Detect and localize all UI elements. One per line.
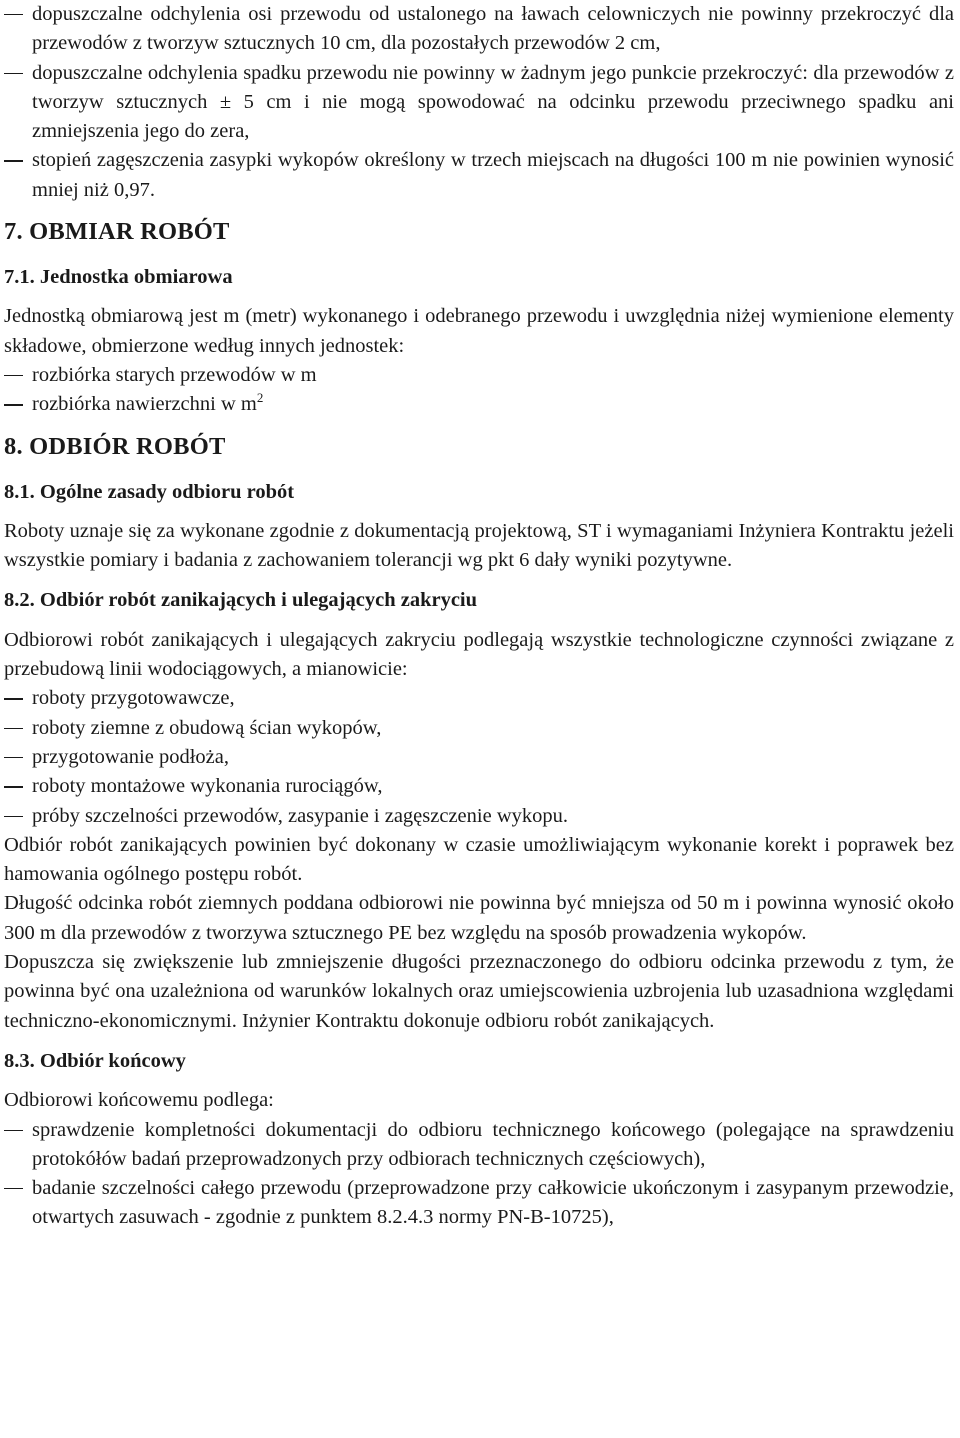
list-item: rozbiórka starych przewodów w m — [4, 361, 954, 390]
section-8-3-list — [4, 1116, 954, 1233]
list-item: roboty ziemne z obudową ścian wykopów, — [4, 714, 954, 743]
section-8-3-heading: 8.3. Odbiór końcowy — [4, 1049, 186, 1072]
section-8-2-list — [4, 684, 954, 830]
superscript: 2 — [256, 390, 264, 406]
section-8-3-intro: Odbiorowi końcowemu podlega: — [4, 1089, 274, 1112]
list-item: badanie szczelności całego przewodu (przeprowadzone przy całkowicie ukończonym i zasypanym przewodzie, otwartych zasuwach - zgodnie z punktem 8.2.4.3 normy PN-B-10725), — [4, 1174, 954, 1233]
list-item: stopień zagęszczenia zasypki wykopów określony w trzech miejscach na długości 100 m nie powinien wynosić mniej niż 0,97. — [4, 146, 954, 205]
list-item — [4, 390, 954, 419]
section-8-1-heading: 8.1. Ogólne zasady odbioru robót — [4, 480, 295, 503]
list-item: przygotowanie podłoża, — [4, 743, 954, 772]
top-list — [4, 0, 954, 205]
section-8-heading: 8. ODBIÓR ROBÓT — [4, 432, 226, 460]
section-7-1-heading: 7.1. Jednostka obmiarowa — [4, 266, 233, 289]
list-item: dopuszczalne odchylenia spadku przewodu nie powinny w żadnym jego punkcie przekroczyć: dla przewodów z tworzyw sztucznych ± 5 cm i nie mogą spowodować na odcinku przewodu przeciwnego spadku ani zmniejszenia jego do zera, — [4, 59, 954, 147]
section-8-2-heading: 8.2. Odbiór robót zanikających i ulegających zakryciu — [4, 589, 478, 612]
section-8-1-text: Roboty uznaje się za wykonane zgodnie z dokumentacją projektową, ST i wymaganiami Inżyniera Kontraktu jeżeli wszystkie pomiary i badania z zachowaniem tolerancji wg pkt 6 dały wyniki pozytywne. — [4, 519, 954, 572]
section-8-2-paragraph-1: Odbiór robót zanikających powinien być dokonany w czasie umożliwiającym wykonanie korekt i poprawek bez hamowania ogólnego postępu robót. — [4, 833, 954, 886]
section-8-2-intro: Odbiorowi robót zanikających i ulegających zakryciu podlegają wszystkie technologiczne czynności związane z przebudową linii wodociągowych, a mianowicie: — [4, 628, 954, 681]
list-item: sprawdzenie kompletności dokumentacji do odbioru technicznego końcowego (polegające na sprawdzeniu protokółów badań przeprowadzonych przy odbiorach technicznych częściowych), — [4, 1116, 954, 1175]
section-7-1-text: Jednostką obmiarową jest m (metr) wykonanego i odebranego przewodu i uwzględnia niżej wymienione elementy składowe, obmierzone według innych jednostek: — [4, 305, 954, 357]
list-item: próby szczelności przewodów, zasypanie i zagęszczenie wykopu. — [4, 802, 954, 831]
section-7-heading: 7. OBMIAR ROBÓT — [4, 218, 230, 246]
section-8-2-paragraph-2: Długość odcinka robót ziemnych poddana odbiorowi nie powinna być mniejsza od 50 m i powinna wynosić około 300 m dla przewodów z tworzywa sztucznego PE bez względu na sposób prowadzenia wykopów. — [4, 892, 954, 944]
section-8-2-paragraph-3: Dopuszcza się zwiększenie lub zmniejszenie długości przeznaczonego do odbioru odcinka przewodu z tym, że powinna być ona uzależniona od warunków lokalnych oraz umiejscowienia uzbrojenia lub uzasadniona względami techniczno-ekonomicznymi. Inżynier Kontraktu dokonuje odbioru robót zanikających. — [4, 951, 954, 1032]
list-item: roboty przygotowawcze, — [4, 684, 954, 713]
list-item-text: rozbiórka nawierzchni w m — [32, 393, 257, 416]
list-item: roboty montażowe wykonania rurociągów, — [4, 772, 954, 801]
list-item: dopuszczalne odchylenia osi przewodu od ustalonego na ławach celowniczych nie powinny przekroczyć dla przewodów z tworzyw sztucznych 10 cm, dla pozostałych przewodów 2 cm, — [4, 0, 954, 59]
section-7-1-list — [4, 361, 954, 420]
